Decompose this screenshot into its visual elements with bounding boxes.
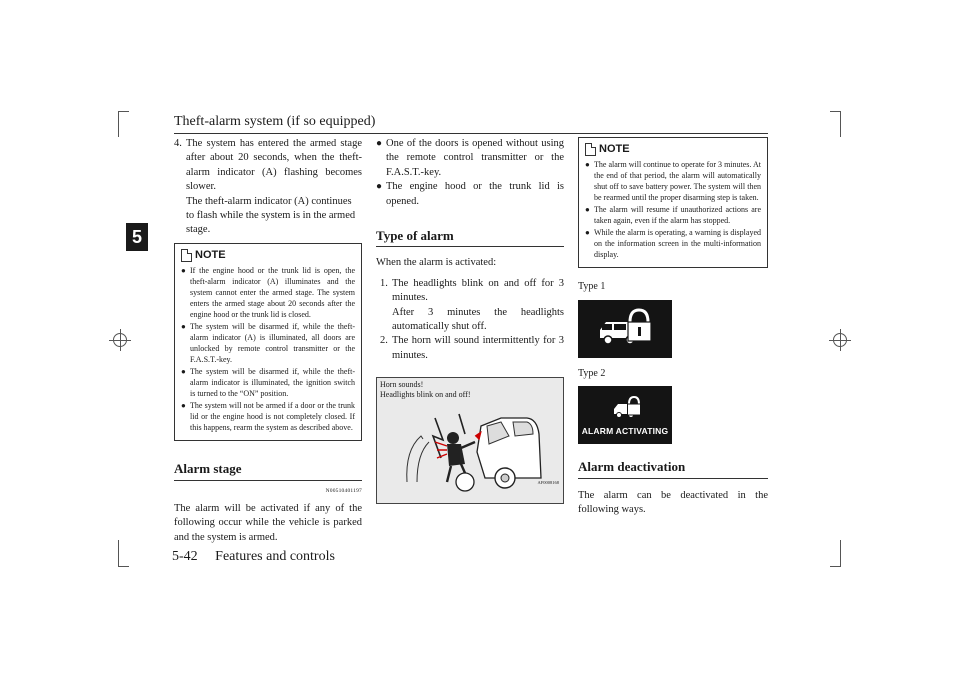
section-heading-type-of-alarm: Type of alarm <box>376 229 564 247</box>
page-number: 5-42 <box>172 549 198 564</box>
crop-mark-tl-h <box>118 111 129 112</box>
bullet-icon: ● <box>585 228 590 238</box>
note-box-2 <box>578 137 768 268</box>
note-item: ● The alarm will resume if unauthorized actions are taken again, even if the alarm has stopped. <box>585 205 761 226</box>
bullet-icon: ● <box>376 138 383 149</box>
bullet-icon: ● <box>181 401 186 411</box>
note-item: ● If the engine hood or the trunk lid is open, the theft-alarm indicator (A) illuminates and the system cannot enter the armed stage. The system enters the armed stage about 20 seconds after the engine hood or the trunk lid is closed. <box>181 266 355 320</box>
bullet-icon: ● <box>181 322 186 332</box>
note-item: ● While the alarm is operating, a warning is displayed on the information screen in the multi-information display. <box>585 228 761 260</box>
illustration-caption-2: Headlights blink on and off! <box>380 390 471 400</box>
step-4-text-2: The theft-alarm indicator (A) continues to flash while the system is in the armed stage. <box>186 195 356 236</box>
footer-section: Features and controls <box>215 549 335 564</box>
type-1-display <box>578 300 672 358</box>
alarm-illustration <box>376 377 564 504</box>
column-1 <box>174 137 362 545</box>
bullet-icon: ● <box>181 266 186 276</box>
note-item: ● The system will be disarmed if, while the theft-alarm indicator is illuminated, the ignition switch is turned to the “ON” position. <box>181 367 355 399</box>
note-icon <box>181 249 192 262</box>
bullet-icon: ● <box>376 181 383 193</box>
chapter-tab: 5 <box>126 223 148 251</box>
note-box-1 <box>174 243 362 441</box>
type-2-label: Type 2 <box>578 367 606 379</box>
page-header-title: Theft-alarm system (if so equipped) <box>174 114 376 129</box>
bullet-icon: ● <box>585 205 590 215</box>
crop-mark-bl-h <box>118 566 129 567</box>
note-item: ● The system will be disarmed if, while the theft-alarm indicator (A) is illuminated, all doors are unlocked by remote control transmitter or the F.A.S.T.-key. <box>181 322 355 365</box>
header-rule <box>174 133 768 134</box>
crop-mark-tl-v <box>118 111 119 137</box>
illustration-code: AF0008168 <box>537 479 559 485</box>
section-heading-alarm-deactivation: Alarm deactivation <box>578 460 768 478</box>
crop-mark-tr-v <box>840 111 841 137</box>
section-heading-alarm-stage: Alarm stage <box>174 462 362 480</box>
column-3 <box>578 137 768 517</box>
alarm-step-2: 2. The horn will sound intermittently for 3 minutes. <box>380 335 564 361</box>
trigger-item: ● One of the doors is opened without using the remote control transmitter or the F.A.S.T.-key. <box>376 137 564 180</box>
illustration-caption-1: Horn sounds! <box>380 380 424 390</box>
alarm-step-1: 1. The headlights blink on and off for 3 minutes. After 3 minutes the headlights automatically shut off. <box>380 277 564 333</box>
note-item: ● The system will not be armed if a door or the trunk lid or the engine hood is not completely closed. If this happens, rearm the system as described above. <box>181 401 355 433</box>
registration-mark-left <box>113 333 127 347</box>
alarm-deactivation-body: The alarm can be deactivated in the following ways. <box>578 489 768 516</box>
bullet-icon: ● <box>585 160 590 170</box>
note-label: NOTE <box>195 248 226 261</box>
note-item: ● The alarm will continue to operate for 3 minutes. At the end of that period, the alarm will automatically shut off to save battery power. The system will then be rearmed until the proper disarming step is taken. <box>585 160 761 203</box>
alarm-stage-body: The alarm will be activated if any of the following occur while the vehicle is parked and the system is armed. <box>174 503 362 543</box>
step-4 <box>174 137 362 238</box>
column-2 <box>376 137 564 504</box>
section-code: N00510401197 <box>325 487 362 494</box>
step-4-text: The system has entered the armed stage after about 20 seconds, when the theft-alarm indicator (A) flashing becomes slower. <box>186 138 362 193</box>
car-lock-icon <box>578 300 672 358</box>
page-footer <box>172 549 349 565</box>
type-2-display <box>578 386 672 444</box>
bullet-icon: ● <box>181 367 186 377</box>
type-1-label: Type 1 <box>578 281 606 293</box>
note-label: NOTE <box>599 143 630 155</box>
alarm-intro: When the alarm is activated: <box>376 257 497 269</box>
registration-mark-right <box>833 333 847 347</box>
step-number: 4. <box>174 138 182 149</box>
crop-mark-br-v <box>840 540 841 567</box>
note-icon <box>585 143 596 156</box>
trigger-item: ● The engine hood or the trunk lid is opened. <box>376 180 564 209</box>
crop-mark-bl-v <box>118 540 119 567</box>
alarm-activating-text: ALARM ACTIVATING <box>581 426 669 437</box>
